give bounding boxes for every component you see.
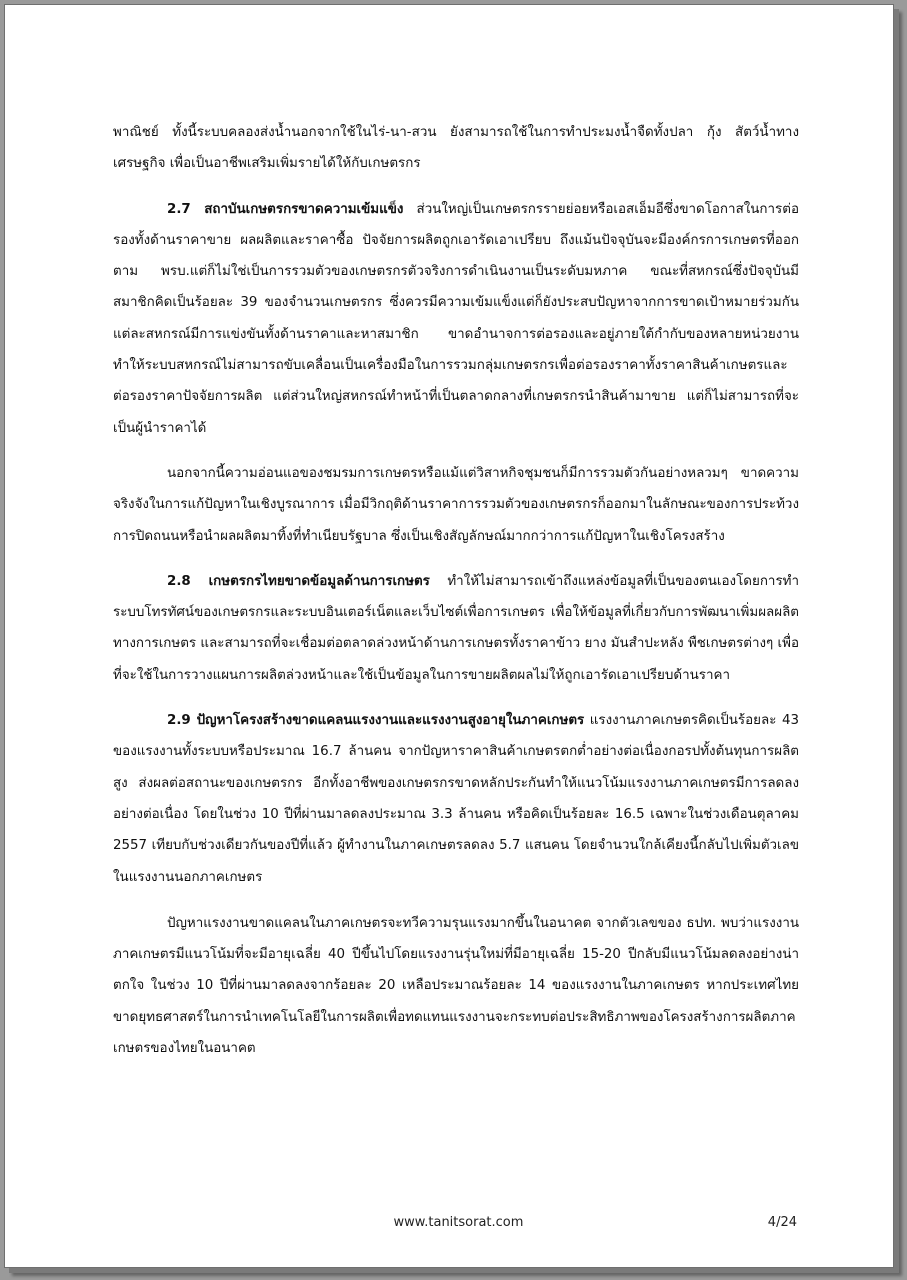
page-number: 4/24 — [767, 1215, 797, 1230]
paragraph-4 — [113, 566, 799, 691]
paragraph-6-text: ปัญหาแรงงานขาดแคลนในภาคเกษตรจะทวีความรุนแรงมากขึ้นในอนาคต จากตัวเลขของ ธปท. พบว่าแรงงานภาคเกษตรมีแนวโน้มที่จะมีอายุเฉลี่ย 40 ปีขึ้นไปโดยแรงงานรุ่นใหม่ที่มีอายุเฉลี่ย 15-20 ปีกลับมีแนวโน้มลดลงอย่างน่าตกใจ ในช่วง 10 ปีที่ผ่านมาลดลงจากร้อยละ 20 เหลือประมาณร้อยละ 14 ของแรงงานในภาคเกษตร หากประเทศไทยขาดยุทธศาสตร์ในการนำเทคโนโลยีในการผลิตเพื่อทดแทนแรงงานจะกระทบต่อประสิทธิภาพของโครงสร้างการผลิตภาคเกษตรของไทยในอนาคต — [113, 915, 799, 1057]
section-heading-2-9: 2.9 ปัญหาโครงสร้างขาดแคลนแรงงานและแรงงานสูงอายุในภาคเกษตร — [167, 713, 585, 729]
body-text — [113, 117, 799, 1064]
document-page — [4, 4, 894, 1268]
paragraph-5 — [113, 705, 799, 893]
section-heading-2-8: 2.8 เกษตรกรไทยขาดข้อมูลด้านการเกษตร — [167, 573, 430, 589]
paragraph-1 — [113, 117, 799, 180]
paragraph-1-text: พาณิชย์ ทั้งนี้ระบบคลองส่งน้ำนอกจากใช้ในไร่-นา-สวน ยังสามารถใช้ในการทำประมงน้ำจืดทั้งปลา กุ้ง สัตว์น้ำทางเศรษฐกิจ เพื่อเป็นอาชีพเสริมเพิ่มรายได้ให้กับเกษตรกร — [113, 125, 799, 172]
paragraph-2-text: ส่วนใหญ่เป็นเกษตรกรรายย่อยหรือเอสเอ็มอีซึ่งขาดโอกาสในการต่อรองทั้งด้านราคาขาย ผลผลิตและราคาซื้อ ปัจจัยการผลิตถูกเอารัดเอาเปรียบ ถึงแม้นปัจจุบันจะมีองค์กรการเกษตรที่ออกตาม พรบ.แต่ก็ไม่ใช่เป็นการรวมตัวของเกษตรกรตัวจริงการดำเนินงานเป็นระดับมหภาค ขณะที่สหกรณ์ซึ่งปัจจุบันมีสมาชิกคิดเป็นร้อยละ 39 ของจำนวนเกษตรกร ซึ่งควรมีความเข้มแข็งแต่ก็ยังประสบปัญหาจากการขาดเป้าหมายร่วมกันแต่ละสหกรณ์มีการแข่งขันทั้งด้านราคาและหาสมาชิก ขาดอำนาจการต่อรองและอยู่ภายใต้กำกับของหลายหน่วยงาน ทำให้ระบบสหกรณ์ไม่สามารถขับเคลื่อนเป็นเครื่องมือในการรวมกลุ่มเกษตรกรเพื่อต่อรองราคาทั้งราคาสินค้าเกษตรและต่อรองราคาปัจจัยการผลิต แต่ส่วนใหญ่สหกรณ์ทำหน้าที่เป็นตลาดกลางที่เกษตรกรนำสินค้ามาขาย แต่ก็ไม่สามารถที่จะเป็นผู้นำราคาได้ — [113, 201, 799, 436]
paragraph-3-text: นอกจากนี้ความอ่อนแอของชมรมการเกษตรหรือแม้แต่วิสาหกิจชุมชนก็มีการรวมตัวกันอย่างหลวมๆ ขาดความจริงจังในการแก้ปัญหาในเชิงบูรณาการ เมื่อมีวิกฤติด้านราคาการรวมตัวของเกษตรกรก็ออกมาในลักษณะของการประท้วง การปิดถนนหรือนำผลผลิตมาทิ้งที่ทำเนียบรัฐบาล ซึ่งเป็นเชิงสัญลักษณ์มากกว่าการแก้ปัญหาในเชิงโครงสร้าง — [113, 465, 799, 544]
paragraph-2 — [113, 194, 799, 444]
paragraph-3 — [113, 458, 799, 552]
paragraph-6 — [113, 908, 799, 1064]
paragraph-4-text: ทำให้ไม่สามารถเข้าถึงแหล่งข้อมูลที่เป็นของตนเองโดยการทำระบบโทรทัศน์ของเกษตรกรและระบบอินเตอร์เน็ตและเว็บไซต์เพื่อการเกษตร เพื่อให้ข้อมูลที่เกี่ยวกับการพัฒนาเพิ่มผลผลิตทางการเกษตร และสามารถที่จะเชื่อมต่อตลาดล่วงหน้าด้านการเกษตรทั้งราคาข้าว ยาง มันสำปะหลัง พืชเกษตรต่างๆ เพื่อที่จะใช้ในการวางแผนการผลิตล่วงหน้าและใช้เป็นข้อมูลในการขายผลิตผลไม่ให้ถูกเอารัดเอาเปรียบด้านราคา — [113, 573, 799, 683]
footer-url: www.tanitsorat.com — [393, 1215, 524, 1230]
section-heading-2-7: 2.7 สถาบันเกษตรกรขาดความเข้มแข็ง — [167, 201, 404, 217]
paragraph-5-text: แรงงานภาคเกษตรคิดเป็นร้อยละ 43 ของแรงงานทั้งระบบหรือประมาณ 16.7 ล้านคน จากปัญหาราคาสินค้าเกษตรตกต่ำอย่างต่อเนื่องกอรปทั้งต้นทุนการผลิตสูง ส่งผลต่อสถานะของเกษตรกร อีกทั้งอาชีพของเกษตรกรขาดหลักประกันทำให้แนวโน้มแรงงานภาคเกษตรมีการลดลงอย่างต่อเนื่อง โดยในช่วง 10 ปีที่ผ่านมาลดลงประมาณ 3.3 ล้านคน หรือคิดเป็นร้อยละ 16.5 เฉพาะในช่วงเดือนตุลาคม 2557 เทียบกับช่วงเดียวกันของปีที่แล้ว ผู้ทำงานในภาคเกษตรลดลง 5.7 แสนคน โดยจำนวนใกล้เคียงนี้กลับไปเพิ่มตัวเลขในแรงงานนอกภาคเกษตร — [113, 713, 799, 885]
